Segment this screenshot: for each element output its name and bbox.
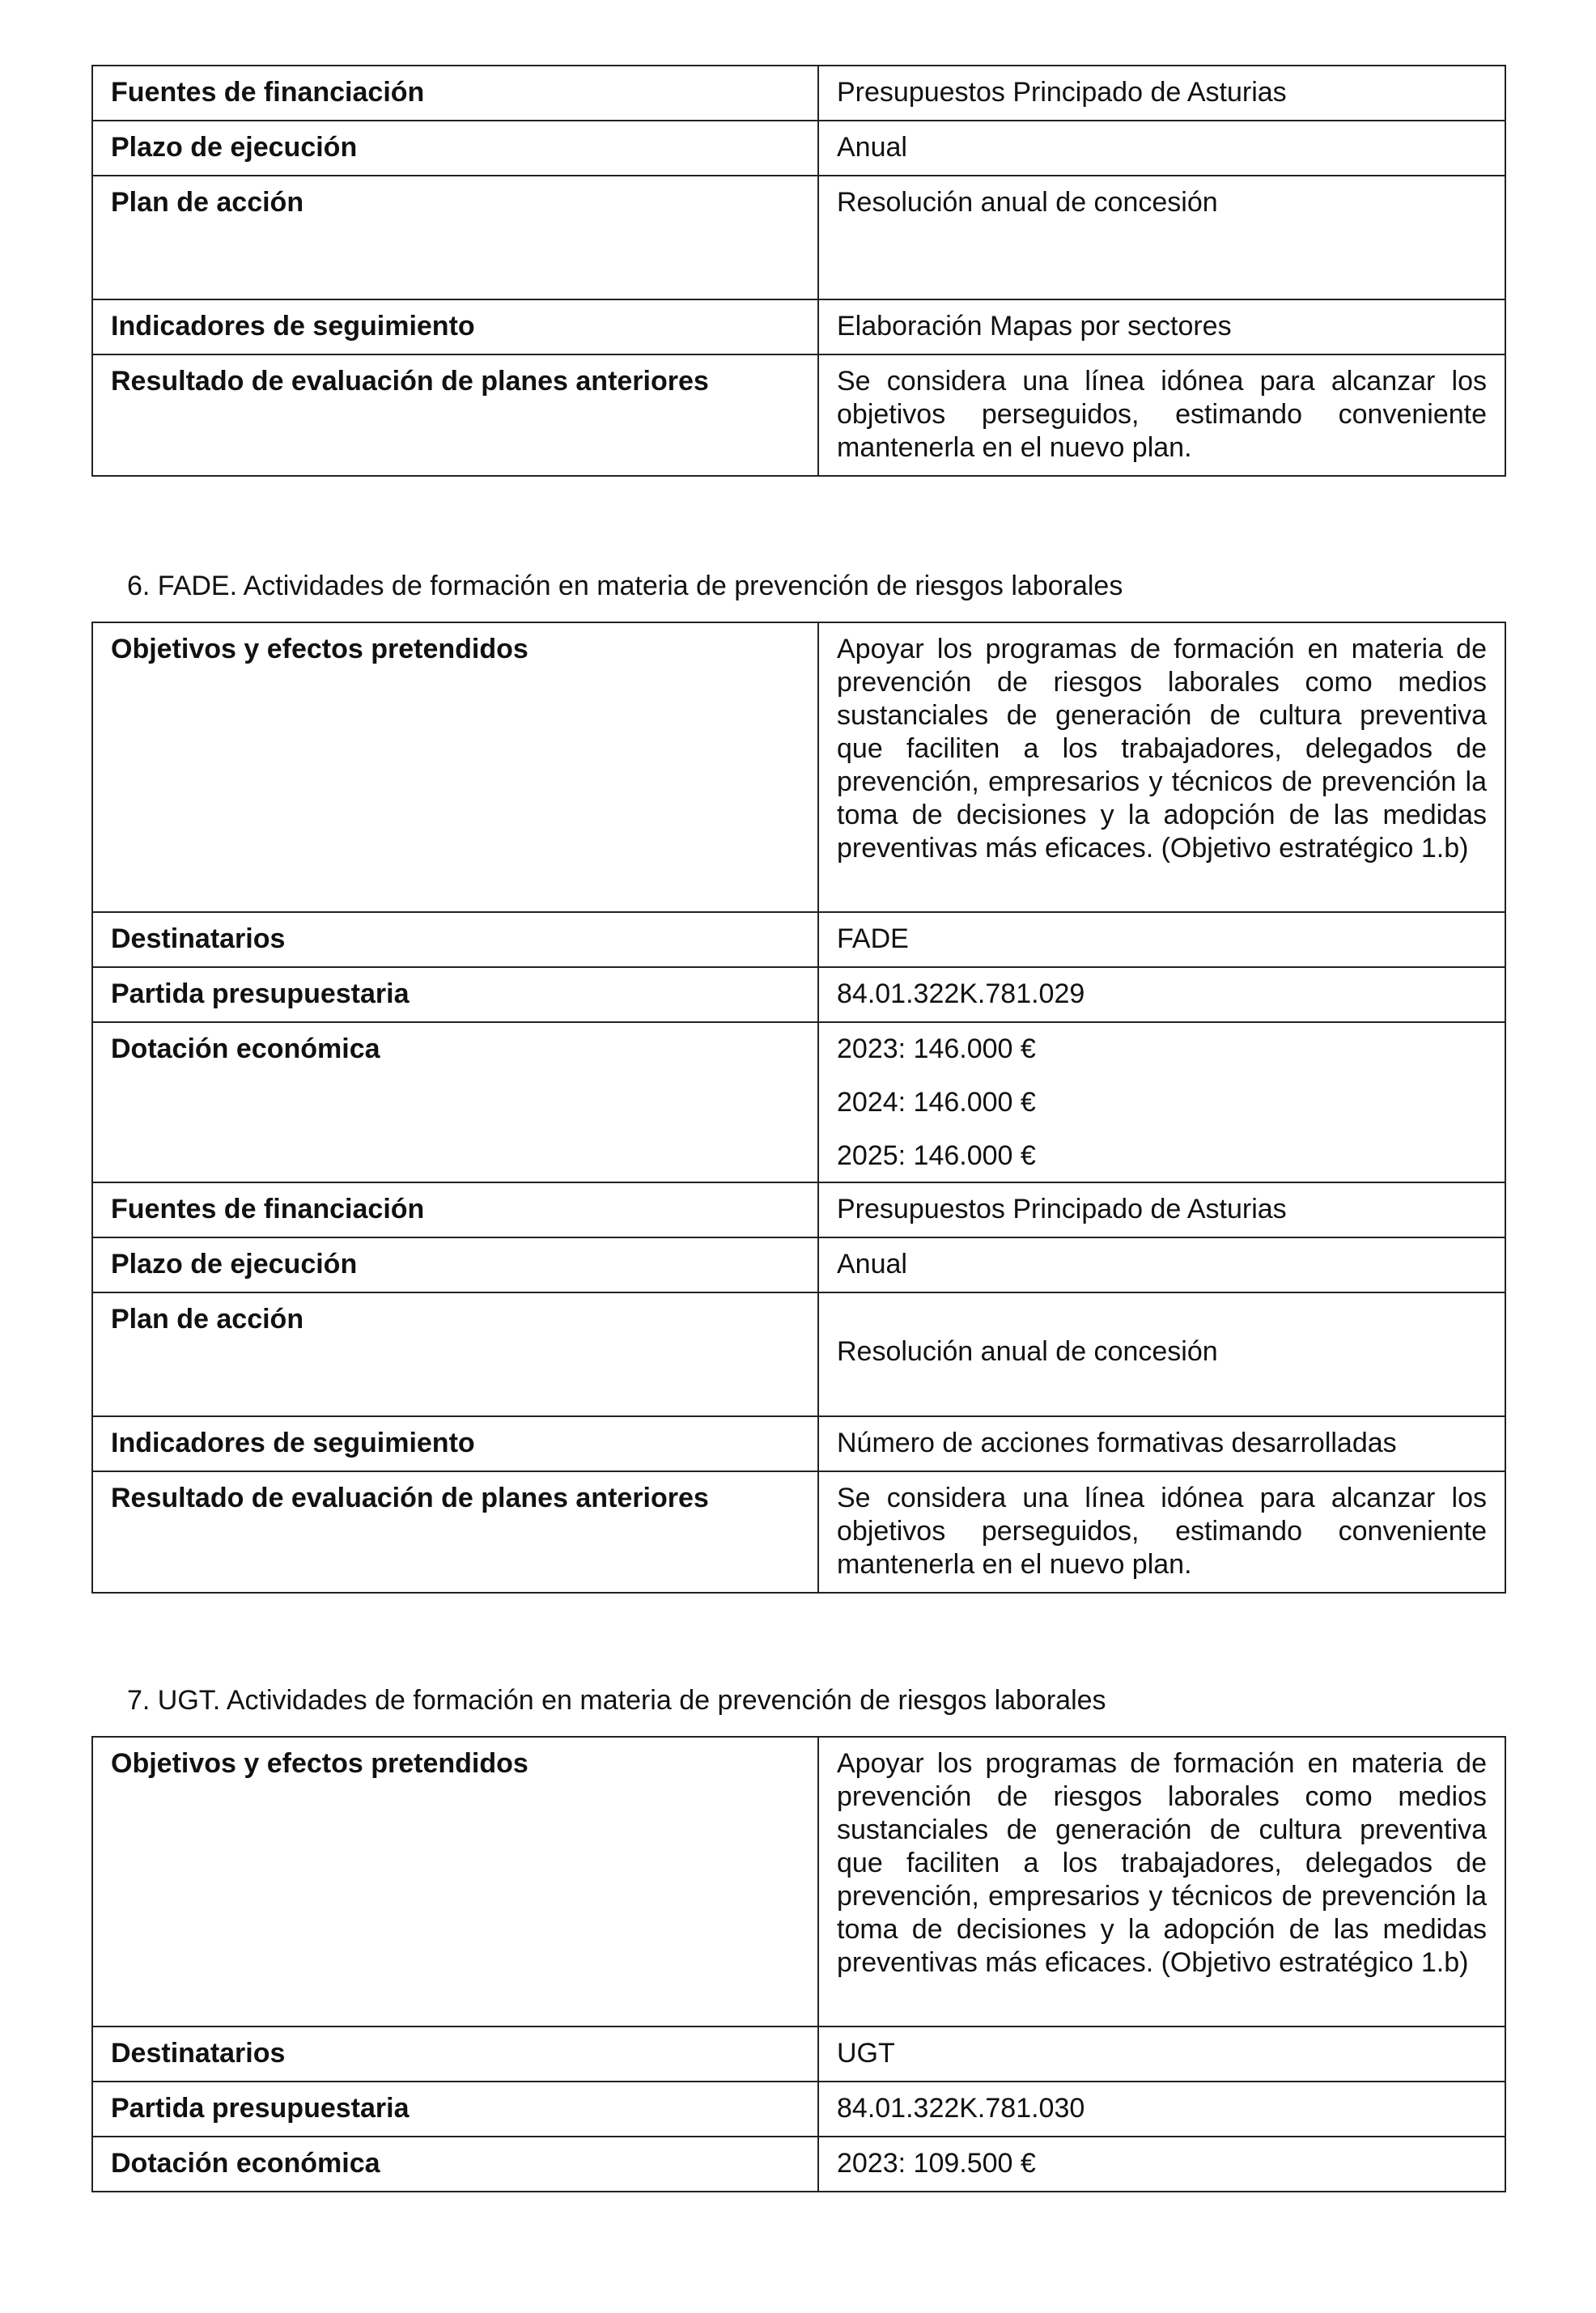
row-value: Anual <box>818 1237 1505 1292</box>
budget-line: 2024: 146.000 € <box>837 1087 1036 1118</box>
table-row <box>92 299 1505 354</box>
row-value: UGT <box>818 2027 1505 2082</box>
row-value: Número de acciones formativas desarrolladas <box>818 1416 1505 1471</box>
row-value: Elaboración Mapas por sectores <box>818 299 1505 354</box>
row-label: Dotación económica <box>92 2137 818 2192</box>
row-value: Anual <box>818 121 1505 176</box>
table-section-7 <box>91 1736 1506 2192</box>
table-continuation <box>91 65 1506 477</box>
row-label: Fuentes de financiación <box>92 1182 818 1237</box>
row-label: Indicadores de seguimiento <box>92 299 818 354</box>
row-label: Partida presupuestaria <box>92 967 818 1022</box>
row-value: Presupuestos Principado de Asturias <box>818 66 1505 121</box>
table-row <box>92 354 1505 476</box>
row-value: Apoyar los programas de formación en materia de prevención de riesgos laborales como medios sustanciales de generación de cultura preventiva que faciliten a los trabajadores, delegados de prevención, empresarios y técnicos de prevención la toma de decisiones y la adopción de las medidas preventivas más eficaces. (Objetivo estratégico 1.b) <box>818 622 1505 912</box>
row-label: Objetivos y efectos pretendidos <box>92 622 818 912</box>
row-value: Se considera una línea idónea para alcanzar los objetivos perseguidos, estimando conveniente mantenerla en el nuevo plan. <box>818 354 1505 476</box>
row-label: Resultado de evaluación de planes anteriores <box>92 1471 818 1593</box>
section-heading-7: 7. UGT. Actividades de formación en materia de prevención de riesgos laborales <box>127 1685 1106 1716</box>
row-label: Indicadores de seguimiento <box>92 1416 818 1471</box>
row-label: Plan de acción <box>92 176 818 299</box>
table-row <box>92 1292 1505 1416</box>
row-label: Fuentes de financiación <box>92 66 818 121</box>
row-label: Plan de acción <box>92 1292 818 1416</box>
table-row <box>92 2137 1505 2192</box>
row-label: Plazo de ejecución <box>92 121 818 176</box>
table-row <box>92 1022 1505 1182</box>
table-row <box>92 2082 1505 2137</box>
table-row <box>92 1737 1505 2027</box>
row-value: 84.01.322K.781.030 <box>818 2082 1505 2137</box>
table-row <box>92 1471 1505 1593</box>
budget-line: 2025: 146.000 € <box>837 1140 1036 1171</box>
table-row <box>92 2027 1505 2082</box>
row-label: Resultado de evaluación de planes anteriores <box>92 354 818 476</box>
table-row <box>92 1416 1505 1471</box>
row-label: Destinatarios <box>92 2027 818 2082</box>
table-section-6 <box>91 622 1506 1594</box>
row-value: Resolución anual de concesión <box>818 1292 1505 1416</box>
row-value: Resolución anual de concesión <box>818 176 1505 299</box>
table-row <box>92 176 1505 299</box>
budget-line: 2023: 146.000 € <box>837 1033 1036 1064</box>
table-row <box>92 1182 1505 1237</box>
row-value-list <box>818 1022 1505 1182</box>
row-label: Objetivos y efectos pretendidos <box>92 1737 818 2027</box>
row-value: 2023: 109.500 € <box>818 2137 1505 2192</box>
row-value: Apoyar los programas de formación en materia de prevención de riesgos laborales como medios sustanciales de generación de cultura preventiva que faciliten a los trabajadores, delegados de prevención, empresarios y técnicos de prevención la toma de decisiones y la adopción de las medidas preventivas más eficaces. (Objetivo estratégico 1.b) <box>818 1737 1505 2027</box>
row-value: FADE <box>818 912 1505 967</box>
row-value: Se considera una línea idónea para alcanzar los objetivos perseguidos, estimando conveniente mantenerla en el nuevo plan. <box>818 1471 1505 1593</box>
row-value: Presupuestos Principado de Asturias <box>818 1182 1505 1237</box>
table-row <box>92 622 1505 912</box>
row-label: Plazo de ejecución <box>92 1237 818 1292</box>
row-label: Destinatarios <box>92 912 818 967</box>
row-label: Partida presupuestaria <box>92 2082 818 2137</box>
table-row <box>92 1237 1505 1292</box>
row-value: 84.01.322K.781.029 <box>818 967 1505 1022</box>
section-heading-6: 6. FADE. Actividades de formación en materia de prevención de riesgos laborales <box>127 571 1123 601</box>
table-row <box>92 967 1505 1022</box>
table-row <box>92 912 1505 967</box>
table-row <box>92 66 1505 121</box>
row-label: Dotación económica <box>92 1022 818 1182</box>
table-row <box>92 121 1505 176</box>
